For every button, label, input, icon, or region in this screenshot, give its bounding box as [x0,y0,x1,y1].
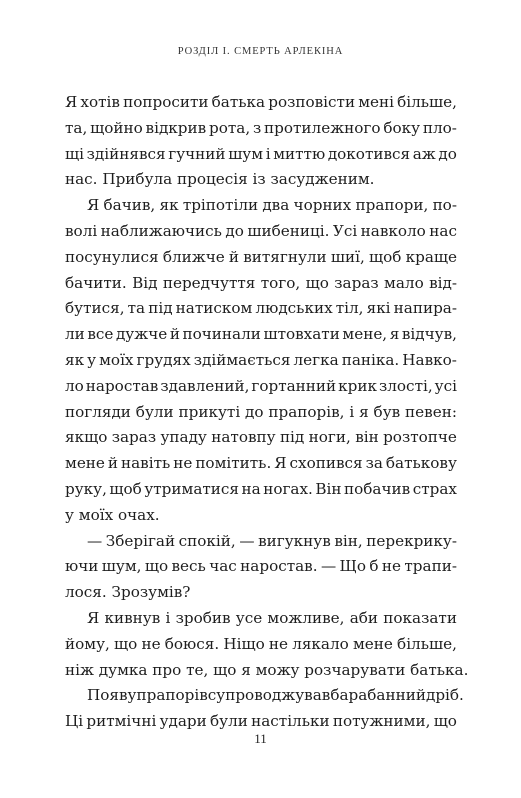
text-line: йому, що не боюся. Ніщо не лякало мене більше, [65,634,457,653]
text-line: Я кивнув і зробив усе можливе, аби показати [87,608,457,627]
text-line: ло наростав здавлений, гортанний крик злості, усі [65,376,457,395]
text-line: та, щойно відкрив рота, з протилежного боку пло- [65,118,457,137]
text-line: як у моїх грудях здіймається легка паніка. Навко- [65,350,457,369]
page-number: 11 [254,731,267,746]
text-line: якщо зараз упаду натовпу під ноги, він розтопче [65,428,457,447]
text-line: ли все дужче й починали штовхати мене, я відчув, [65,325,457,344]
text-line: Появу прапорів супроводжував барабанний дріб. [87,686,464,705]
text-line: посунулися ближче й витягнули шиї, щоб краще [65,247,457,266]
running-head: РОЗДІЛ І. СМЕРТЬ АРЛЕКІНА [177,46,344,57]
text-line: нас. Прибула процесія із засудженим. [65,170,375,189]
text-line: — Зберігай спокій, — вигукнув він, перекрику- [87,531,457,550]
paragraph [65,193,457,528]
text-line: Ці ритмічні удари були настільки потужними, що [65,712,457,731]
text-line: бачити. Від передчуття того, що зараз мало від- [65,273,457,292]
text-line: у моїх очах. [65,505,160,524]
paragraph [65,683,464,735]
paragraph [65,529,457,606]
text-line: погляди були прикуті до прапорів, і я був певен: [65,402,457,421]
text-line: ніж думка про те, що я можу розчарувати батька. [65,660,469,679]
text-line: волі наближаючись до шибениці. Усі навколо нас [65,221,457,240]
text-line: щі здійнявся гучний шум і миттю докотився аж до [65,144,457,163]
paragraph [65,606,469,683]
text-line: руку, щоб утриматися на ногах. Він побачив страх [65,479,457,498]
text-line: лося. Зрозумів? [65,583,191,602]
text-line: Я хотів попросити батька розповісти мені більше, [65,93,457,111]
body-text [65,90,469,735]
paragraph [65,90,457,193]
text-line: мене й навіть не помітить. Я схопився за батькову [65,454,457,473]
text-line: Я бачив, як тріпотіли два чорних прапори, по- [87,196,457,215]
text-line: бутися, та під натиском людських тіл, які напира- [65,299,457,318]
text-line: ючи шум, що весь час наростав. — Що б не трапи- [65,557,457,576]
